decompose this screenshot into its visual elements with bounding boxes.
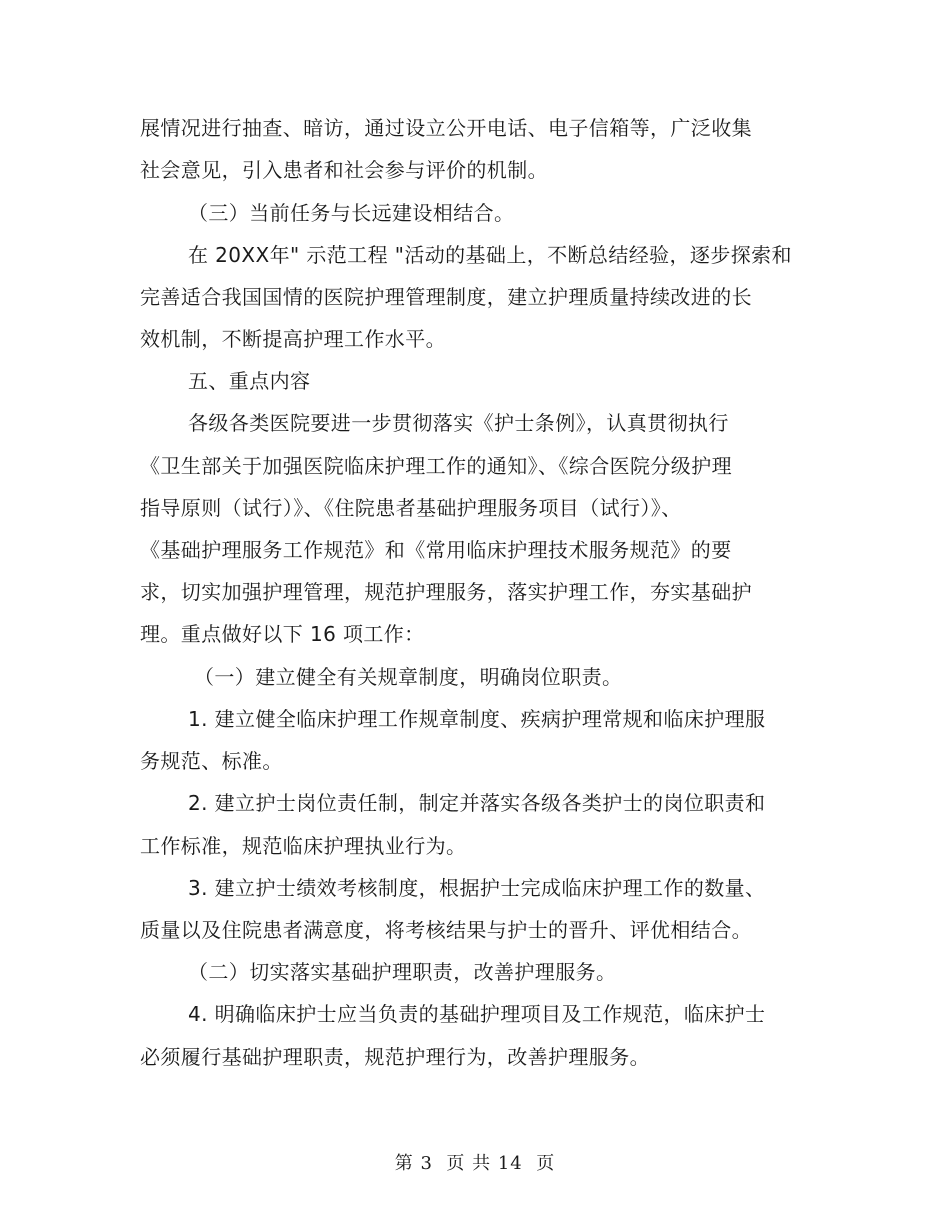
- body-text-line: 务规范、标准。: [140, 749, 283, 773]
- body-text-line: 必须履行基础护理职责，规范护理行为，改善护理服务。: [140, 1045, 650, 1069]
- list-item-text: 2. 建立护士岗位责任制，制定并落实各级各类护士的岗位职责和: [188, 791, 766, 815]
- section-heading: 五、重点内容: [188, 369, 311, 393]
- section-heading: （二）切实落实基础护理职责，改善护理服务。: [188, 960, 617, 984]
- body-text-line: 工作标准，规范临床护理执业行为。: [140, 834, 467, 858]
- list-item-text: 4. 明确临床护士应当负责的基础护理项目及工作规范，临床护士: [188, 1002, 766, 1026]
- section-heading: （三）当前任务与长远建设相结合。: [188, 201, 515, 225]
- body-text-line: 效机制，不断提高护理工作水平。: [140, 327, 446, 351]
- body-text-line: 《基础护理服务工作规范》和《常用临床护理技术服务规范》的要: [140, 538, 732, 562]
- body-text-line: 质量以及住院患者满意度，将考核结果与护士的晋升、评优相结合。: [140, 918, 752, 942]
- list-item-text: 3. 建立护士绩效考核制度，根据护士完成临床护理工作的数量、: [188, 876, 766, 900]
- body-text-line: 《卫生部关于加强医院临床护理工作的通知》、《综合医院分级护理: [140, 454, 732, 478]
- page-footer: [0, 1152, 950, 1176]
- body-text-line: 各级各类医院要进一步贯彻落实《护士条例》，认真贯彻执行: [188, 411, 729, 435]
- body-text-line: 社会意见，引入患者和社会参与评价的机制。: [140, 158, 548, 182]
- body-text-line: 在 20XX年" 示范工程 "活动的基础上，不断总结经验，逐步探索和: [188, 243, 792, 267]
- body-text-line: 理。重点做好以下 16 项工作：: [140, 622, 425, 646]
- body-text-line: 展情况进行抽查、暗访，通过设立公开电话、电子信箱等，广泛收集: [140, 116, 752, 140]
- page-number: 第 3 页 共 14 页: [394, 1153, 556, 1174]
- list-item-text: 1. 建立健全临床护理工作规章制度、疾病护理常规和临床护理服: [188, 707, 766, 731]
- body-text-line: 完善适合我国国情的医院护理管理制度，建立护理质量持续改进的长: [140, 285, 752, 309]
- section-heading: （一）建立健全有关规章制度，明确岗位职责。: [194, 665, 623, 689]
- body-text-line: 求，切实加强护理管理，规范护理服务，落实护理工作，夯实基础护: [140, 580, 752, 604]
- body-text-line: 指导原则（试行）》、《住院患者基础护理服务项目（试行）》、: [140, 496, 682, 520]
